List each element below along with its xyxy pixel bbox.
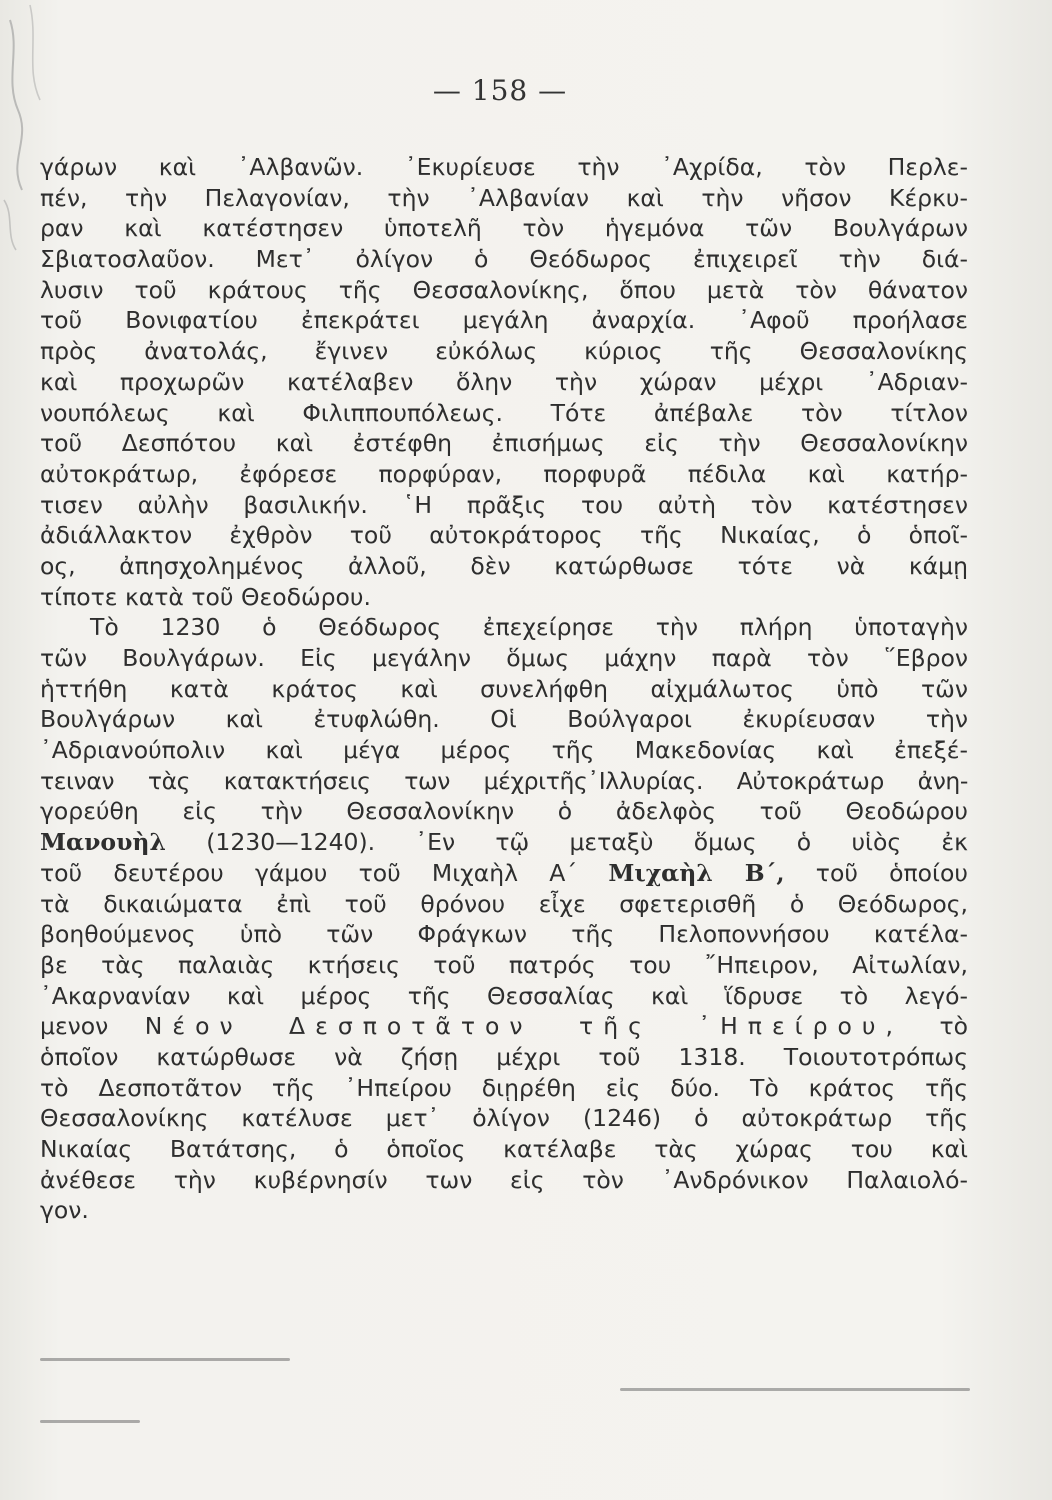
page-number: — 158 — bbox=[432, 74, 568, 107]
text-line: τοῦ Δεσπότου καὶ ἐστέφθη ἐπισήμως εἰς τὴν Θεσσαλονίκην bbox=[40, 429, 968, 458]
text-fragment: τοῦ δευτέρου γάμου τοῦ Μιχαὴλ Α΄ bbox=[40, 858, 609, 887]
text-line: ἀνέθεσε τὴν κυβέρνησίν των εἰς τὸν ᾿Ανδρόνικον Παλαιολό- bbox=[40, 1165, 968, 1194]
text-fragment: τὸ bbox=[902, 1012, 968, 1041]
body-text bbox=[40, 152, 968, 1226]
text-line: ἀδιάλλακτον ἐχθρὸν τοῦ αὐτοκράτορος τῆς Νικαίας, ὁ ὁποῖ- bbox=[40, 521, 968, 550]
text-line: τοῦ Βονιφατίου ἐπεκράτει μεγάλη ἀναρχία. ᾿Αφοῦ προήλασε bbox=[40, 306, 968, 335]
text-line: ος, ἀπησχολημένος ἀλλοῦ, δὲν κατώρθωσε τότε νὰ κάμῃ bbox=[40, 551, 968, 580]
pencil-underline bbox=[40, 1420, 140, 1423]
text-fragment: (1230—1240). ᾿Εν τῷ μεταξὺ ὅμως ὁ υἱὸς ἐκ bbox=[165, 828, 968, 857]
pencil-underline bbox=[620, 1388, 970, 1391]
text-line: γάρων καὶ ᾿Αλβανῶν. ᾿Εκυρίευσε τὴν ᾿Αχρίδα, τὸν Περλε- bbox=[40, 153, 968, 181]
text-line: Νικαίας Βατάτσης, ὁ ὁποῖος κατέλαβε τὰς χώρας του καὶ bbox=[40, 1135, 968, 1163]
text-line: Σβιατοσλαῦον. Μετ᾿ ὀλίγον ὁ Θεόδωρος ἐπιχειρεῖ τὴν διά- bbox=[40, 245, 968, 274]
name-manouil: Μανουὴλ bbox=[40, 828, 166, 857]
text-line: γορεύθη εἰς τὴν Θεσσαλονίκην ὁ ἀδελφὸς τοῦ Θεοδώρου bbox=[40, 797, 968, 826]
text-line: ἡττήθη κατὰ κράτος καὶ συνελήφθη αἰχμάλωτος ὑπὸ τῶν bbox=[40, 674, 968, 703]
text-line: βοηθούμενος ὑπὸ τῶν Φράγκων τῆς Πελοποννήσου κατέλα- bbox=[40, 920, 968, 949]
text-line: πρὸς ἀνατολάς, ἔγινεν εὐκόλως κύριος τῆς Θεσσαλονίκης bbox=[40, 337, 968, 366]
text-line bbox=[40, 858, 968, 889]
text-line: καὶ προχωρῶν κατέλαβεν ὅλην τὴν χώραν μέχρι ᾿Αδριαν- bbox=[40, 367, 968, 396]
text-line: Τὸ 1230 ὁ Θεόδωρος ἐπεχείρησε τὴν πλήρη ὑποταγὴν bbox=[90, 613, 968, 642]
text-line: τῶν Βουλγάρων. Εἰς μεγάλην ὅμως μάχην παρὰ τὸν ῞Εβρον bbox=[40, 644, 968, 672]
text-line: τειναν τὰς κατακτήσεις των μέχριτῆς᾿Ιλλυρίας. Αὐτοκράτωρ ἀνη- bbox=[40, 766, 968, 795]
pencil-underline bbox=[40, 1358, 290, 1361]
despotate-epirus-spaced: Νέον Δεσποτᾶτον τῆς ᾿Ηπείρου, bbox=[144, 1012, 903, 1041]
text-line bbox=[40, 1011, 968, 1042]
text-line: ᾿Αδριανούπολιν καὶ μέγα μέρος τῆς Μακεδονίας καὶ ἐπεξέ- bbox=[40, 736, 968, 765]
text-line: γον. bbox=[40, 1196, 89, 1225]
text-line: τὸ Δεσποτᾶτον τῆς ᾿Ηπείρου διῃρέθη εἰς δύο. Τὸ κράτος τῆς bbox=[40, 1073, 968, 1102]
text-line: ραν καὶ κατέστησεν ὑποτελῆ τὸν ἡγεμόνα τῶν Βουλγάρων bbox=[40, 214, 968, 243]
text-line: βε τὰς παλαιὰς κτήσεις τοῦ πατρός του ῎Ηπειρον, Αἰτωλίαν, bbox=[40, 950, 968, 979]
text-fragment: μενον bbox=[40, 1012, 145, 1041]
text-line: τισεν αὐλὴν βασιλικήν. ῾Η πρᾶξις του αὐτὴ τὸν κατέστησεν bbox=[40, 490, 968, 519]
text-line: ὁποῖον κατώρθωσε νὰ ζήσῃ μέχρι τοῦ 1318. Τοιουτοτρόπως bbox=[40, 1042, 968, 1071]
text-line: ᾿Ακαρνανίαν καὶ μέρος τῆς Θεσσαλίας καὶ ἵδρυσε τὸ λεγό- bbox=[40, 981, 968, 1010]
text-line bbox=[40, 827, 968, 858]
text-line: πέν, τὴν Πελαγονίαν, τὴν ᾿Αλβανίαν καὶ τὴν νῆσον Κέρκυ- bbox=[40, 183, 968, 212]
text-line: λυσιν τοῦ κράτους τῆς Θεσσαλονίκης, ὅπου μετὰ τὸν θάνατον bbox=[40, 275, 968, 304]
text-fragment: τοῦ ὁποίου bbox=[784, 858, 968, 887]
text-line: νουπόλεως καὶ Φιλιππουπόλεως. Τότε ἀπέβαλε τὸν τίτλον bbox=[40, 398, 968, 427]
text-line: τίποτε κατὰ τοῦ Θεοδώρου. bbox=[40, 582, 371, 611]
text-line: τὰ δικαιώματα ἐπὶ τοῦ θρόνου εἶχε σφετερισθῆ ὁ Θεόδωρος, bbox=[40, 889, 968, 918]
name-michael-b: Μιχαὴλ Β΄, bbox=[608, 858, 785, 887]
text-line: αὐτοκράτωρ, ἐφόρεσε πορφύραν, πορφυρᾶ πέδιλα καὶ κατήρ- bbox=[40, 459, 968, 488]
text-line: Θεσσαλονίκης κατέλυσε μετ᾿ ὀλίγον (1246) ὁ αὐτοκράτωρ τῆς bbox=[40, 1104, 968, 1133]
text-line: Βουλγάρων καὶ ἐτυφλώθη. Οἱ Βούλγαροι ἐκυρίευσαν τὴν bbox=[40, 705, 968, 734]
